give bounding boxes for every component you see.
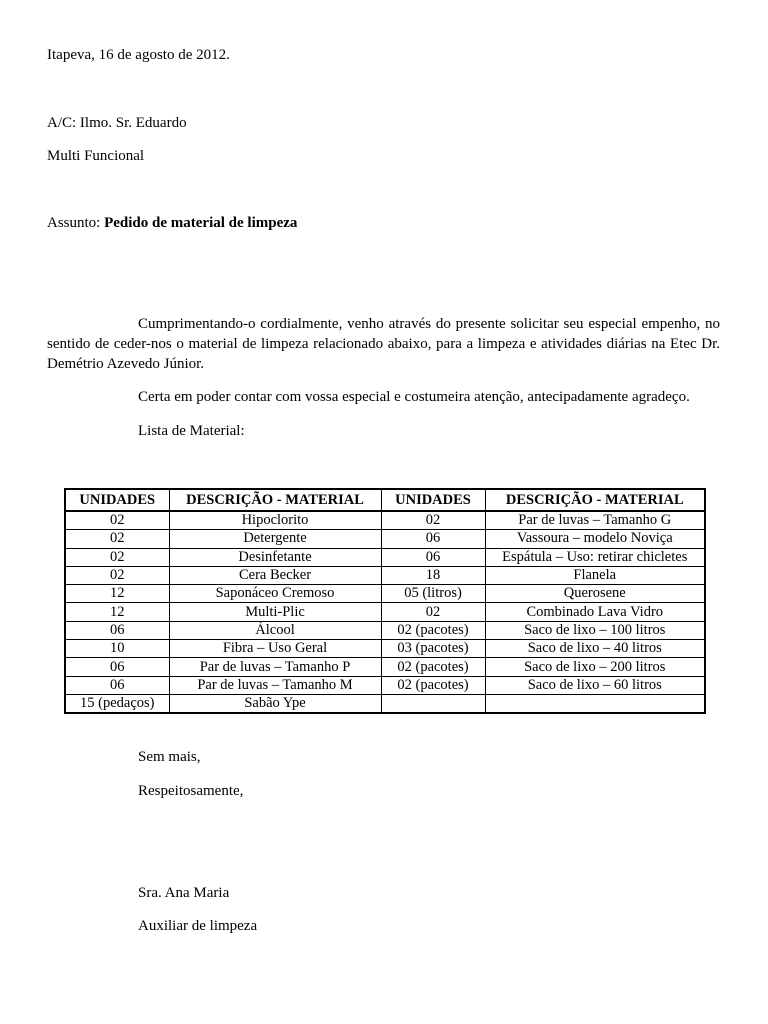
cell-units: 02 <box>65 548 169 566</box>
cell-description: Par de luvas – Tamanho M <box>169 676 381 694</box>
table-row <box>65 640 705 658</box>
department-line: Multi Funcional <box>47 148 145 164</box>
table-row <box>65 530 705 548</box>
cell-units: 02 (pacotes) <box>381 658 485 676</box>
materials-table <box>64 488 706 714</box>
table-row <box>65 621 705 639</box>
cell-description: Querosene <box>485 585 705 603</box>
table-row <box>65 676 705 694</box>
cell-units <box>381 694 485 713</box>
table-row <box>65 658 705 676</box>
subject-label: Assunto: <box>47 215 101 231</box>
header-units-2: UNIDADES <box>381 489 485 511</box>
cell-description: Saco de lixo – 100 litros <box>485 621 705 639</box>
cell-description: Saco de lixo – 60 litros <box>485 676 705 694</box>
thanks-line: Certa em poder contar com vossa especial e costumeira atenção, antecipadamente agradeço. <box>138 389 690 405</box>
cell-description: Saco de lixo – 40 litros <box>485 640 705 658</box>
cell-units: 06 <box>65 621 169 639</box>
table-row <box>65 511 705 530</box>
cell-description <box>485 694 705 713</box>
cell-units: 02 <box>65 566 169 584</box>
cell-units: 02 <box>381 511 485 530</box>
cell-description: Detergente <box>169 530 381 548</box>
place-date: Itapeva, 16 de agosto de 2012. <box>47 47 230 63</box>
cell-units: 06 <box>65 658 169 676</box>
cell-units: 06 <box>381 530 485 548</box>
cell-units: 02 <box>381 603 485 621</box>
body-paragraph: Cumprimentando-o cordialmente, venho através do presente solicitar seu especial empenho, no sentido de ceder-nos o material de limpeza relacionado abaixo, para a limpeza e atividades diárias na Etec Dr. Demétrio Azevedo Júnior. <box>47 316 720 372</box>
table-row <box>65 694 705 713</box>
cell-description: Hipoclorito <box>169 511 381 530</box>
table-header-row <box>65 489 705 511</box>
header-description-1: DESCRIÇÃO - MATERIAL <box>169 489 381 511</box>
cell-units: 03 (pacotes) <box>381 640 485 658</box>
cell-description: Saco de lixo – 200 litros <box>485 658 705 676</box>
header-description-2: DESCRIÇÃO - MATERIAL <box>485 489 705 511</box>
header-units-1: UNIDADES <box>65 489 169 511</box>
signer-name: Sra. Ana Maria <box>138 885 230 901</box>
cell-description: Álcool <box>169 621 381 639</box>
subject-text: Pedido de material de limpeza <box>104 215 298 231</box>
cell-units: 10 <box>65 640 169 658</box>
table-row <box>65 548 705 566</box>
cell-description: Par de luvas – Tamanho G <box>485 511 705 530</box>
cell-units: 05 (litros) <box>381 585 485 603</box>
cell-units: 02 (pacotes) <box>381 621 485 639</box>
cell-units: 06 <box>65 676 169 694</box>
closing-line-2: Respeitosamente, <box>138 783 244 799</box>
list-label: Lista de Material: <box>138 423 245 439</box>
cell-description: Desinfetante <box>169 548 381 566</box>
cell-units: 02 <box>65 530 169 548</box>
cell-description: Cera Becker <box>169 566 381 584</box>
signer-role: Auxiliar de limpeza <box>138 918 258 934</box>
cell-description: Vassoura – modelo Noviça <box>485 530 705 548</box>
cell-units: 02 (pacotes) <box>381 676 485 694</box>
cell-description: Saponáceo Cremoso <box>169 585 381 603</box>
table-row <box>65 603 705 621</box>
cell-description: Espátula – Uso: retirar chicletes <box>485 548 705 566</box>
cell-description: Sabão Ype <box>169 694 381 713</box>
subject-line <box>47 214 297 232</box>
cell-units: 02 <box>65 511 169 530</box>
table-row <box>65 585 705 603</box>
cell-description: Flanela <box>485 566 705 584</box>
cell-description: Fibra – Uso Geral <box>169 640 381 658</box>
cell-units: 18 <box>381 566 485 584</box>
cell-units: 12 <box>65 585 169 603</box>
cell-description: Multi-Plic <box>169 603 381 621</box>
recipient-line: A/C: Ilmo. Sr. Eduardo <box>47 115 187 131</box>
cell-units: 06 <box>381 548 485 566</box>
closing-line-1: Sem mais, <box>138 749 201 765</box>
cell-description: Combinado Lava Vidro <box>485 603 705 621</box>
table-row <box>65 566 705 584</box>
cell-units: 15 (pedaços) <box>65 694 169 713</box>
cell-description: Par de luvas – Tamanho P <box>169 658 381 676</box>
cell-units: 12 <box>65 603 169 621</box>
